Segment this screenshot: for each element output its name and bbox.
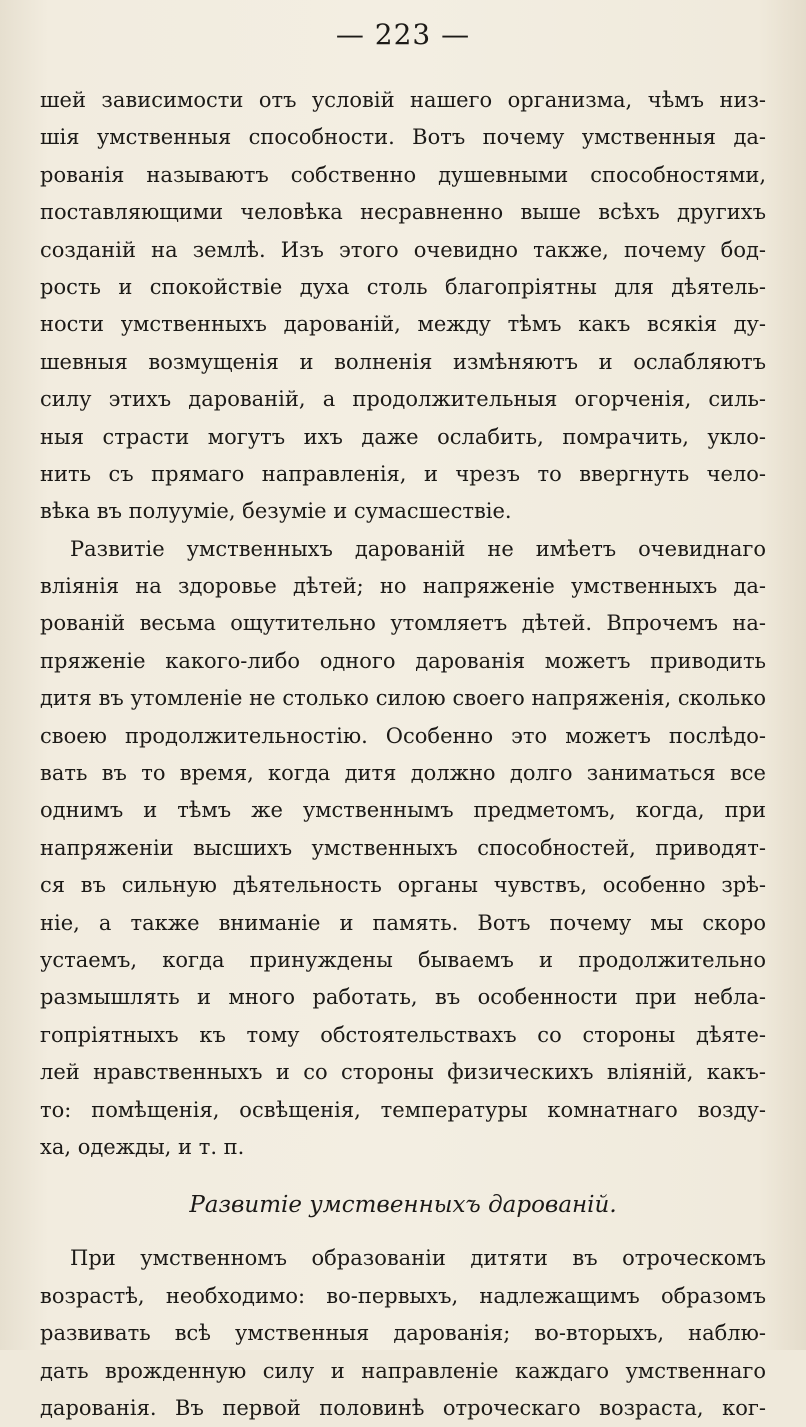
text-line: своею продолжительностію. Особенно это можетъ послѣдо-: [40, 723, 766, 748]
text-line: пряженіе какого-либо одного дарованія можетъ приводить: [40, 648, 766, 673]
paragraph-1: [40, 82, 766, 531]
text-line: шія умственныя способности. Вотъ почему умственныя да-: [40, 125, 766, 150]
text-line: возрастѣ, необходимо: во-первыхъ, надлежащимъ образомъ: [40, 1283, 766, 1308]
text-line: шей зависимости отъ условій нашего организма, чѣмъ низ-: [40, 88, 766, 112]
text-line: рованій весьма ощутительно утомляетъ дѣтей. Впрочемъ на-: [40, 611, 766, 636]
page-number: — 223 —: [335, 18, 471, 51]
text-line: ныя страсти могутъ ихъ даже ослабить, помрачить, укло-: [40, 424, 766, 449]
text-line: рованія называютъ собственно душевными способностями,: [40, 162, 766, 187]
text-line: лей нравственныхъ и со стороны физическихъ вліяній, какъ-: [40, 1060, 766, 1085]
text-line: то: помѣщенія, освѣщенія, температуры комнатнаго возду-: [40, 1097, 766, 1122]
section-heading: Развитіе умственныхъ дарованій.: [189, 1192, 617, 1219]
text-line: дать врожденную силу и направленіе каждаго умственнаго: [40, 1358, 766, 1383]
text-line: однимъ и тѣмъ же умственнымъ предметомъ, когда, при: [40, 798, 766, 823]
text-line: Развитіе умственныхъ дарованій не имѣетъ очевиднаго: [70, 536, 766, 561]
text-line: При умственномъ образованіи дитяти въ отроческомъ: [70, 1246, 766, 1271]
text-line: устаемъ, когда принуждены бываемъ и продолжительно: [40, 947, 766, 972]
text-line: вѣка въ полууміе, безуміе и сумасшествіе.: [40, 499, 512, 524]
text-line: вліянія на здоровье дѣтей; но напряженіе умственныхъ да-: [40, 574, 766, 599]
text-line: ха, одежды, и т. п.: [40, 1134, 245, 1159]
text-line: созданій на землѣ. Изъ этого очевидно также, почему бод-: [40, 237, 766, 262]
text-line: дитя въ утомленіе не столько силою своего напряженія, сколько: [40, 686, 766, 711]
text-line: размышлять и много работать, въ особенности при небла-: [40, 985, 766, 1010]
paragraph-2: [40, 531, 766, 1167]
text-line: дарованія. Въ первой половинѣ отроческаго возраста, ког-: [40, 1395, 766, 1420]
text-line: нить съ прямаго направленія, и чрезъ то ввергнуть чело-: [40, 461, 766, 486]
text-line: развивать всѣ умственныя дарованія; во-вторыхъ, наблю-: [40, 1321, 766, 1346]
text-line: ніе, а также вниманіе и память. Вотъ почему мы скоро: [40, 910, 766, 935]
text-line: поставляющими человѣка несравненно выше всѣхъ другихъ: [40, 200, 766, 225]
text-line: ся въ сильную дѣятельность органы чувствъ, особенно зрѣ-: [40, 873, 766, 898]
text-line: гопріятныхъ къ тому обстоятельствахъ со стороны дѣяте-: [40, 1022, 766, 1047]
paragraph-3: [40, 1240, 766, 1427]
text-line: силу этихъ дарованій, а продолжительныя огорченія, силь-: [40, 387, 766, 412]
text-line: рость и спокойствіе духа столь благопріятны для дѣятель-: [40, 274, 766, 299]
text-line: вать въ то время, когда дитя должно долго заниматься все: [40, 761, 766, 786]
text-line: напряженіи высшихъ умственныхъ способностей, приводят-: [40, 835, 766, 860]
text-line: ности умственныхъ дарованій, между тѣмъ какъ всякія ду-: [40, 312, 766, 337]
text-line: шевныя возмущенія и волненія измѣняютъ и ослабляютъ: [40, 349, 766, 374]
